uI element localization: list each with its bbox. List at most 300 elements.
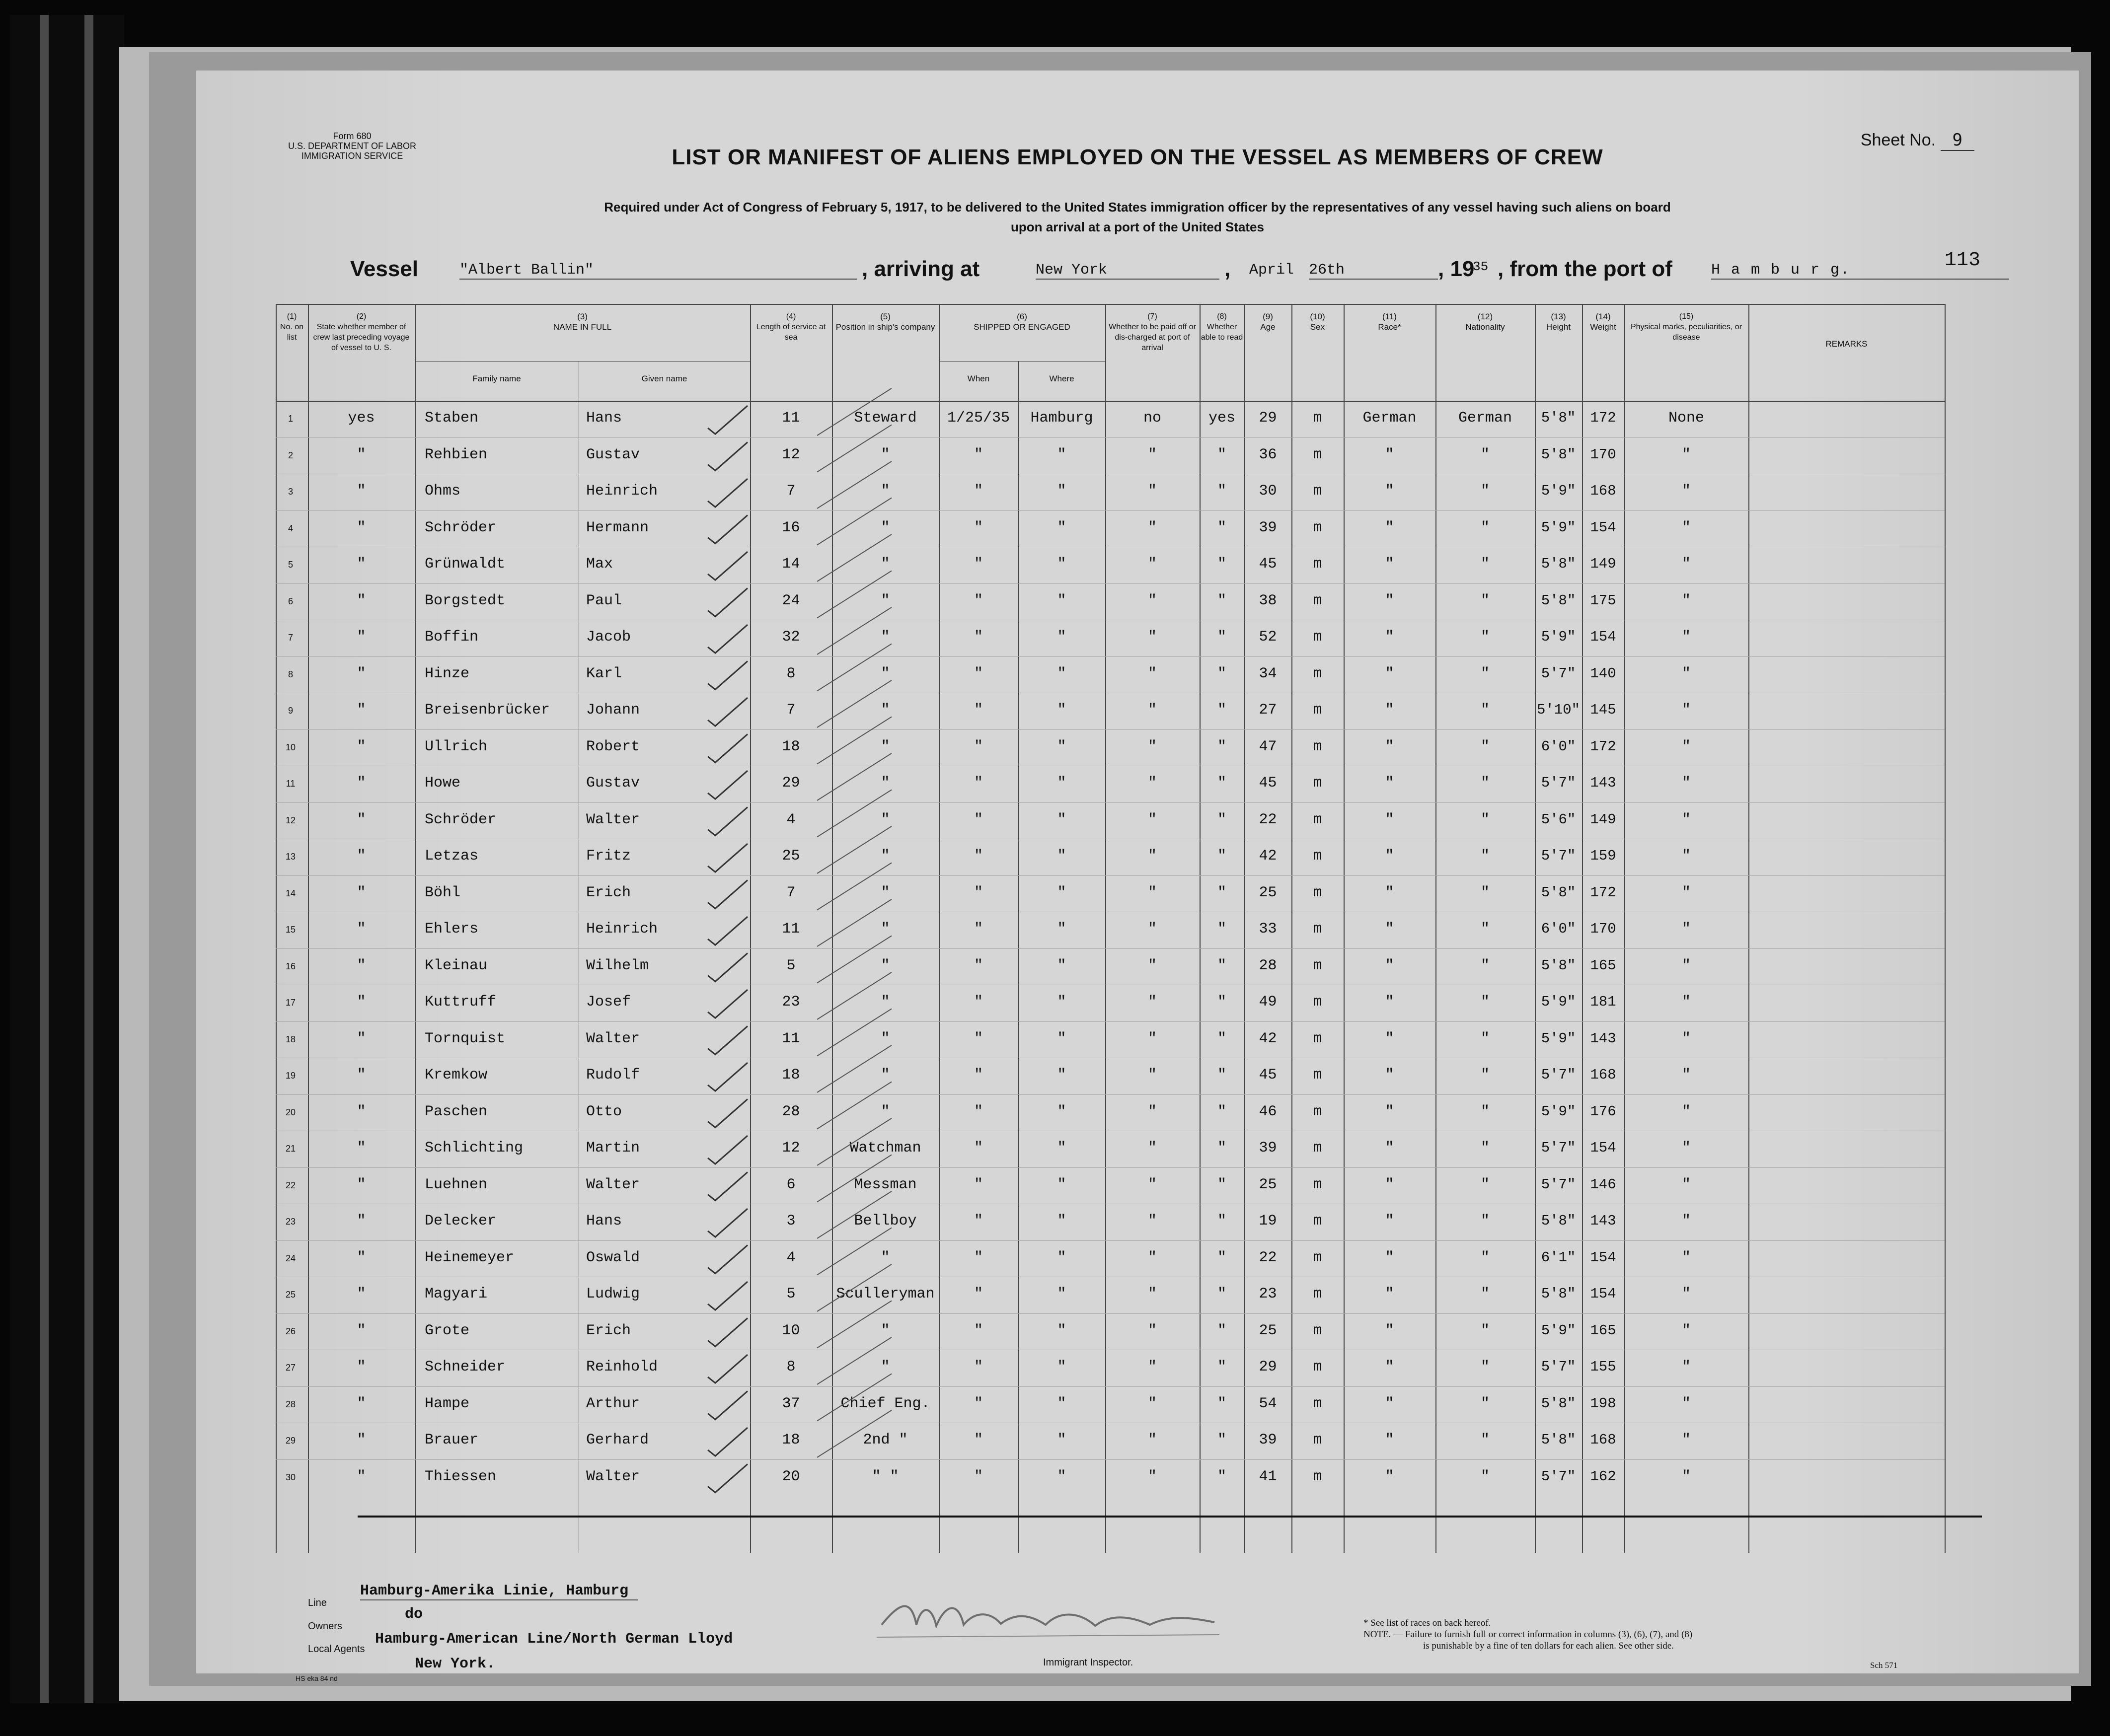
cell-marks: ": [1681, 1249, 1691, 1266]
column-number: (5): [880, 312, 891, 321]
cell-marks: ": [1681, 848, 1691, 865]
column-label: Given name: [641, 374, 687, 383]
departure-port: H a m b u r g.: [1711, 262, 2009, 280]
cell-given: Reinhold: [586, 1359, 658, 1375]
cell-height: 5'7": [1541, 848, 1576, 864]
cell-age: 45: [1259, 1067, 1277, 1084]
cell-race: ": [1385, 592, 1394, 609]
cell-given: Gerhard: [586, 1432, 649, 1448]
header-remarks: [1748, 339, 1945, 349]
cell-weight: 176: [1590, 1103, 1616, 1120]
check-mark: [708, 406, 748, 434]
cell-position: ": [881, 738, 890, 755]
cell-prev: ": [357, 1286, 366, 1302]
cell-no: 30: [285, 1472, 296, 1482]
cell-given: Otto: [586, 1103, 622, 1120]
cell-race: ": [1385, 483, 1394, 500]
cell-service: 28: [782, 1103, 800, 1120]
cell-height: 5'9": [1541, 483, 1576, 499]
cell-service: 4: [786, 1249, 796, 1266]
cell-no: 17: [285, 998, 296, 1008]
cell-given: Johann: [586, 702, 640, 719]
cell-height: 5'10": [1536, 702, 1580, 718]
cell-marks: ": [1681, 811, 1691, 828]
cell-nationality: ": [1480, 629, 1490, 646]
arrival-port: New York: [1036, 262, 1219, 280]
cell-prev: ": [357, 629, 366, 646]
column-label: Nationality: [1465, 322, 1505, 332]
cell-weight: 143: [1590, 1030, 1616, 1047]
header-length-of-service: [750, 311, 832, 343]
cell-family: Ullrich: [425, 738, 488, 755]
cell-weight: 198: [1590, 1395, 1616, 1412]
cell-age: 39: [1259, 1432, 1277, 1448]
cell-height: 5'8": [1541, 1395, 1576, 1412]
cell-family: Grote: [425, 1322, 470, 1339]
header-able-to-read: [1200, 311, 1244, 343]
cell-height: 5'7": [1541, 1176, 1576, 1193]
cell-when: ": [974, 738, 983, 755]
cell-where: ": [1057, 1432, 1066, 1448]
cell-where: ": [1057, 848, 1066, 865]
cell-read: ": [1217, 957, 1226, 974]
cell-given: Max: [586, 556, 613, 573]
cell-service: 18: [782, 738, 800, 755]
cell-position: ": [881, 1359, 890, 1375]
cell-weight: 165: [1590, 1322, 1616, 1339]
cell-prev: ": [357, 483, 366, 500]
cell-marks: ": [1681, 1359, 1691, 1375]
cell-prev: ": [357, 811, 366, 828]
cell-paid: ": [1147, 1395, 1157, 1412]
cell-sex: m: [1313, 921, 1322, 938]
column-label: Whether to be paid off or dis-charged at port of arrival: [1109, 323, 1196, 352]
cell-where: ": [1057, 811, 1066, 828]
binder-edge: [10, 15, 124, 1703]
cell-given: Fritz: [586, 848, 631, 865]
cell-read: ": [1217, 1249, 1226, 1266]
cell-age: 29: [1259, 410, 1277, 427]
cell-given: Gustav: [586, 446, 640, 463]
check-mark: [708, 1209, 748, 1237]
cell-height: 5'7": [1541, 775, 1576, 791]
subtitle-line-2: upon arrival at a port of the United States: [1011, 219, 1264, 234]
cell-given: Erich: [586, 1322, 631, 1339]
cell-marks: ": [1681, 1468, 1691, 1485]
cell-given: Wilhelm: [586, 957, 649, 974]
races-note: * See list of races on back hereof.: [1363, 1618, 1491, 1628]
row-rule: [276, 1094, 1945, 1095]
cell-race: ": [1385, 1103, 1394, 1120]
cell-where: ": [1057, 665, 1066, 682]
cell-paid: ": [1147, 1140, 1157, 1157]
cell-family: Kleinau: [425, 957, 488, 974]
cell-read: ": [1217, 738, 1226, 755]
column-rule: [415, 304, 416, 1553]
column-label: Whether able to read: [1201, 323, 1243, 342]
check-mark: [708, 1026, 748, 1055]
cell-service: 5: [786, 1286, 796, 1302]
cell-read: ": [1217, 629, 1226, 646]
cell-given: Rudolf: [586, 1067, 640, 1084]
cell-weight: 143: [1590, 1213, 1616, 1229]
cell-marks: ": [1681, 1103, 1691, 1120]
column-label: Physical marks, peculiarities, or disease: [1630, 323, 1742, 342]
inspector-signature: [872, 1590, 1229, 1645]
cell-service: 11: [782, 1030, 800, 1047]
cell-race: ": [1385, 629, 1394, 646]
cell-age: 22: [1259, 811, 1277, 828]
cell-service: 11: [782, 921, 800, 938]
cell-height: 5'8": [1541, 1286, 1576, 1302]
cell-no: 2: [288, 450, 293, 460]
cell-age: 27: [1259, 702, 1277, 719]
header-shipped-where: [1018, 373, 1105, 384]
header-bottom-rule: [276, 401, 1945, 402]
cell-given: Arthur: [586, 1395, 640, 1412]
column-number: (1): [287, 312, 297, 321]
cell-sex: m: [1313, 957, 1322, 974]
cell-when: ": [974, 1249, 983, 1266]
cell-family: Böhl: [425, 884, 461, 901]
cell-prev: ": [357, 665, 366, 682]
cell-nationality: ": [1480, 1249, 1490, 1266]
cell-marks: ": [1681, 1286, 1691, 1302]
cell-race: ": [1385, 775, 1394, 792]
cell-given: Erich: [586, 884, 631, 901]
cell-marks: ": [1681, 446, 1691, 463]
cell-position: " ": [872, 1468, 899, 1485]
cell-family: Schlichting: [425, 1140, 524, 1157]
cell-prev: ": [357, 1322, 366, 1339]
cell-where: ": [1057, 1322, 1066, 1339]
cell-age: 54: [1259, 1395, 1277, 1412]
cell-paid: ": [1147, 592, 1157, 609]
cell-where: ": [1057, 1249, 1066, 1266]
cell-where: ": [1057, 957, 1066, 974]
cell-where: ": [1057, 1395, 1066, 1412]
cell-height: 5'9": [1541, 629, 1576, 645]
cell-prev: ": [357, 1030, 366, 1047]
cell-no: 8: [288, 669, 293, 679]
cell-no: 18: [285, 1034, 296, 1044]
cell-marks: ": [1681, 1176, 1691, 1193]
cell-age: 38: [1259, 592, 1277, 609]
cell-paid: ": [1147, 1468, 1157, 1485]
cell-nationality: ": [1480, 483, 1490, 500]
cell-no: 9: [288, 706, 293, 716]
cell-read: ": [1217, 1176, 1226, 1193]
cell-race: ": [1385, 519, 1394, 536]
arriving-label: , arriving at: [862, 257, 980, 281]
check-mark: [708, 807, 748, 836]
cell-position: ": [881, 702, 890, 719]
cell-family: Schneider: [425, 1359, 506, 1375]
cell-given: Walter: [586, 1030, 640, 1047]
check-mark: [708, 1245, 748, 1274]
cell-family: Luehnen: [425, 1176, 488, 1193]
cell-race: ": [1385, 1286, 1394, 1302]
cell-weight: 172: [1590, 738, 1616, 755]
cell-race: German: [1362, 410, 1417, 427]
cell-sex: m: [1313, 1432, 1322, 1448]
cell-marks: ": [1681, 884, 1691, 901]
cell-paid: ": [1147, 1030, 1157, 1047]
column-label: Position in ship's company: [835, 322, 935, 332]
shipped-header-rule: [939, 361, 1105, 362]
cell-given: Martin: [586, 1140, 640, 1157]
column-number: (11): [1382, 312, 1397, 321]
cell-nationality: ": [1480, 1359, 1490, 1375]
cell-age: 45: [1259, 556, 1277, 573]
cell-prev: ": [357, 1140, 366, 1157]
cell-nationality: ": [1480, 848, 1490, 865]
cell-given: Paul: [586, 592, 622, 609]
cell-race: ": [1385, 957, 1394, 974]
cell-age: 52: [1259, 629, 1277, 646]
sheet-number-value: 9: [1941, 130, 1974, 151]
cell-race: ": [1385, 848, 1394, 865]
check-mark: [708, 1391, 748, 1420]
cell-service: 12: [782, 446, 800, 463]
cell-where: ": [1057, 446, 1066, 463]
column-label: REMARKS: [1825, 339, 1868, 349]
cell-no: 4: [288, 523, 293, 533]
cell-marks: ": [1681, 519, 1691, 536]
column-label: Sex: [1310, 322, 1325, 332]
cell-read: ": [1217, 775, 1226, 792]
cell-where: ": [1057, 1213, 1066, 1230]
cell-read: ": [1217, 665, 1226, 682]
row-rule: [276, 656, 1945, 657]
cell-given: Heinrich: [586, 483, 658, 500]
cell-position: Steward: [854, 410, 917, 427]
row-rule: [276, 1167, 1945, 1168]
check-mark: [708, 1318, 748, 1347]
cell-no: 5: [288, 560, 293, 570]
cell-nationality: German: [1458, 410, 1512, 427]
cell-where: ": [1057, 1067, 1066, 1084]
cell-given: Gustav: [586, 775, 640, 792]
cell-weight: 172: [1590, 884, 1616, 901]
column-number: (3): [577, 312, 588, 321]
check-mark: [708, 515, 748, 544]
manifest-sheet: [196, 71, 2079, 1682]
cell-race: ": [1385, 1322, 1394, 1339]
cell-position: ": [881, 921, 890, 938]
cell-paid: ": [1147, 665, 1157, 682]
column-label: NAME IN FULL: [553, 322, 612, 332]
form-title: LIST OR MANIFEST OF ALIENS EMPLOYED ON THE VESSEL AS MEMBERS OF CREW: [672, 145, 1603, 169]
cell-weight: 140: [1590, 665, 1616, 682]
cell-height: 5'7": [1541, 1140, 1576, 1156]
cell-family: Staben: [425, 410, 479, 427]
cell-sex: m: [1313, 446, 1322, 463]
cell-marks: ": [1681, 775, 1691, 792]
cell-family: Tornquist: [425, 1030, 506, 1047]
cell-paid: ": [1147, 446, 1157, 463]
cell-nationality: ": [1480, 738, 1490, 755]
cell-where: ": [1057, 1103, 1066, 1120]
cell-prev: ": [357, 1213, 366, 1230]
form-subtitle: [196, 197, 2079, 237]
cell-prev: ": [357, 1176, 366, 1193]
cell-race: ": [1385, 994, 1394, 1011]
cell-age: 34: [1259, 665, 1277, 682]
cell-family: Hinze: [425, 665, 470, 682]
column-number: (6): [1017, 312, 1027, 321]
cell-paid: ": [1147, 1286, 1157, 1302]
cell-sex: m: [1313, 738, 1322, 755]
cell-paid: ": [1147, 775, 1157, 792]
cell-height: 5'7": [1541, 1067, 1576, 1083]
name-header-rule: [415, 361, 750, 362]
year-suffix: 35: [1473, 259, 1489, 274]
arrival-comma: ,: [1224, 257, 1231, 281]
check-mark: [708, 442, 748, 471]
header-name-in-full: [415, 311, 750, 332]
cell-service: 23: [782, 994, 800, 1011]
cell-no: 25: [285, 1290, 296, 1300]
header-previous-voyage: [310, 311, 412, 353]
cell-given: Heinrich: [586, 921, 658, 938]
cell-where: ": [1057, 994, 1066, 1011]
cell-where: Hamburg: [1030, 410, 1093, 427]
header-race: [1344, 311, 1435, 332]
cell-sex: m: [1313, 811, 1322, 828]
check-mark: [708, 1136, 748, 1164]
cell-height: 5'9": [1541, 519, 1576, 536]
cell-height: 5'6": [1541, 811, 1576, 828]
cell-paid: ": [1147, 848, 1157, 865]
cell-nationality: ": [1480, 446, 1490, 463]
cell-sex: m: [1313, 1468, 1322, 1485]
cell-position: ": [881, 556, 890, 573]
cell-service: 5: [786, 957, 796, 974]
cell-service: 7: [786, 702, 796, 719]
cell-prev: ": [357, 848, 366, 865]
cell-age: 22: [1259, 1249, 1277, 1266]
cell-sex: m: [1313, 592, 1322, 609]
cell-marks: ": [1681, 702, 1691, 719]
column-number: (14): [1595, 312, 1611, 321]
cell-paid: ": [1147, 738, 1157, 755]
row-rule: [276, 1313, 1945, 1314]
cell-when: ": [974, 1395, 983, 1412]
cell-weight: 149: [1590, 556, 1616, 572]
cell-no: 29: [285, 1436, 296, 1446]
cell-when: ": [974, 1468, 983, 1485]
cell-service: 18: [782, 1432, 800, 1448]
cell-paid: ": [1147, 1432, 1157, 1448]
cell-given: Oswald: [586, 1249, 640, 1266]
cell-marks: ": [1681, 1140, 1691, 1157]
cell-paid: ": [1147, 1249, 1157, 1266]
cell-sex: m: [1313, 629, 1322, 646]
cell-race: ": [1385, 1176, 1394, 1193]
cell-position: Bellboy: [854, 1213, 917, 1230]
cell-when: ": [974, 775, 983, 792]
row-rule: [276, 583, 1945, 584]
cell-age: 28: [1259, 957, 1277, 974]
cell-when: ": [974, 1286, 983, 1302]
check-mark: [708, 661, 748, 690]
cell-when: ": [974, 1359, 983, 1375]
cell-service: 20: [782, 1468, 800, 1485]
cell-given: Hermann: [586, 519, 649, 536]
cell-sex: m: [1313, 1140, 1322, 1157]
cell-no: 26: [285, 1326, 296, 1336]
row-rule: [276, 729, 1945, 730]
cell-position: ": [881, 1103, 890, 1120]
cell-height: 5'9": [1541, 994, 1576, 1010]
closing-rule: [358, 1516, 1982, 1518]
cell-nationality: ": [1480, 519, 1490, 536]
cell-when: ": [974, 556, 983, 573]
cell-where: ": [1057, 1176, 1066, 1193]
cell-when: ": [974, 811, 983, 828]
line-label: Line: [308, 1597, 327, 1608]
cell-age: 42: [1259, 848, 1277, 865]
header-weight: [1582, 311, 1624, 332]
cell-height: 5'8": [1541, 410, 1576, 426]
cell-read: ": [1217, 994, 1226, 1011]
cell-family: Magyari: [425, 1286, 488, 1302]
cell-marks: ": [1681, 1395, 1691, 1412]
cell-paid: ": [1147, 1359, 1157, 1375]
year-prefix: , 19: [1438, 257, 1475, 281]
cell-paid: ": [1147, 994, 1157, 1011]
cell-read: ": [1217, 1432, 1226, 1448]
header-sex: [1291, 311, 1344, 332]
cell-marks: None: [1668, 410, 1704, 427]
cell-weight: 159: [1590, 848, 1616, 864]
header-physical-marks: [1624, 311, 1748, 343]
cell-paid: ": [1147, 483, 1157, 500]
cell-no: 15: [285, 925, 296, 935]
check-mark: [708, 552, 748, 580]
header-nationality: [1435, 311, 1535, 332]
cell-when: ": [974, 592, 983, 609]
cell-paid: ": [1147, 811, 1157, 828]
cell-nationality: ": [1480, 665, 1490, 682]
cell-weight: 170: [1590, 921, 1616, 937]
cell-race: ": [1385, 1030, 1394, 1047]
cell-paid: ": [1147, 1213, 1157, 1230]
cell-read: yes: [1208, 410, 1235, 427]
cell-when: ": [974, 957, 983, 974]
column-label: SHIPPED OR ENGAGED: [974, 322, 1070, 332]
cell-when: ": [974, 1030, 983, 1047]
cell-service: 37: [782, 1395, 800, 1412]
cell-sex: m: [1313, 1176, 1322, 1193]
cell-position: Watchman: [849, 1140, 921, 1157]
cell-prev: ": [357, 994, 366, 1011]
cell-where: ": [1057, 629, 1066, 646]
column-number: (15): [1679, 312, 1694, 321]
list-number: 113: [1945, 249, 1981, 272]
cell-prev: ": [357, 921, 366, 938]
cell-prev: ": [357, 957, 366, 974]
cell-when: ": [974, 702, 983, 719]
cell-age: 25: [1259, 884, 1277, 901]
cell-no: 3: [288, 487, 293, 497]
cell-no: 6: [288, 596, 293, 606]
cell-nationality: ": [1480, 556, 1490, 573]
cell-family: Breisenbrücker: [425, 702, 550, 719]
cell-service: 25: [782, 848, 800, 865]
cell-nationality: ": [1480, 994, 1490, 1011]
